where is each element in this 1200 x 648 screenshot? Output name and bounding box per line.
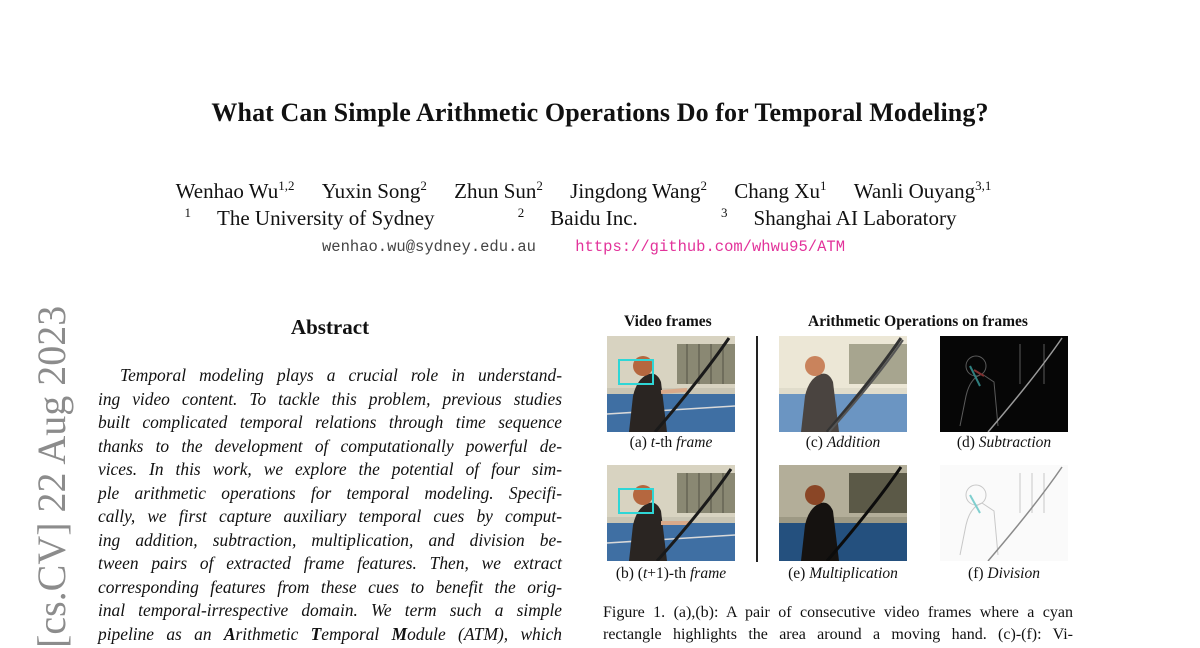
affiliation-name: Shanghai AI Laboratory [753,206,957,230]
author [854,179,992,203]
panel-label-text: +1)-th [647,565,690,582]
panel-label-text: (d) [956,434,979,451]
abstract-line: inal temporal-irrespective domain. We term such a simple [98,600,562,620]
author-list [0,178,1167,204]
panel-label-e [763,565,923,583]
author [570,179,707,203]
figure-1 [603,310,1073,648]
affiliation [518,206,664,230]
abstract-line: corresponding features from these cues to benefit the orig- [98,576,562,597]
abstract-text: rithmetic [235,623,311,644]
affiliation-name: The University of Sydney [217,206,435,230]
panel-label-italic: Subtraction [978,434,1052,451]
panel-label-a [591,434,751,452]
author-name: Chang Xu [734,179,820,203]
abstract-line: ple arithmetic operations for temporal modeling. Specifi- [98,482,562,503]
affiliation-name: Baidu Inc. [550,206,638,230]
panel-label-b [591,565,751,583]
panel-label-text: (f) [968,565,988,582]
abstract-line: Temporal modeling plays a crucial role in understand- [120,365,562,385]
abstract-line [98,623,562,647]
abstract-bold-letter: T [310,623,322,644]
panel-label-text: (a) [629,434,651,451]
author-affil: 2 [536,178,543,193]
paper-title: What Can Simple Arithmetic Operations Do for Temporal Modeling? [211,98,989,127]
panel-label-d [924,434,1084,452]
panel-label-math: t [642,565,648,582]
panel-label-text: -th [655,434,677,451]
subtraction-image [940,336,1068,432]
abstract-line: cally, we first capture auxiliary temporal cues by comput- [98,506,562,526]
abstract-heading: Abstract [290,315,370,339]
author-email: wenhao.wu@sydney.edu.au [322,238,536,256]
addition-image [779,336,907,432]
abstract-line: ing video content. To tackle this problem, previous studies [98,388,562,409]
panel-label-italic: frame [676,434,713,451]
author [322,179,427,203]
author-name: Zhun Sun [454,179,537,203]
author-affil: 1 [819,178,827,193]
panel-label-text: (e) [788,565,810,582]
affiliation-number: 2 [517,205,525,220]
author-name: Wanli Ouyang [853,179,976,203]
affiliation-number: 1 [184,205,191,220]
panel-label-italic: Addition [826,434,881,451]
panel-label-italic: Division [987,565,1040,582]
affiliation [721,206,982,230]
panel-label-f [924,565,1084,583]
abstract-line: built complicated temporal relations through time sequence [98,412,562,432]
author-affil: 2 [700,178,707,193]
abstract-text: emporal [321,623,392,644]
frame-t-plus-1-image [607,465,735,561]
abstract-line: ing addition, subtraction, multiplication, and division be- [98,529,562,550]
figure-left-header: Video frames [624,313,712,330]
figure-right-header: Arithmetic Operations on frames [808,313,1028,330]
caption-line: Figure 1. (a),(b): A pair of consecutive video frames where a cyan [603,604,1073,621]
author [454,179,543,203]
author [176,179,295,203]
author-name: Jingdong Wang [570,179,701,203]
abstract-bold-letter: A [223,623,236,644]
contact-line [0,238,1167,256]
affiliation [185,206,461,230]
figure-divider [756,336,758,562]
caption-line: rectangle highlights the area around a moving hand. (c)-(f): Vi- [603,626,1073,643]
abstract-text: odule (ATM), which [407,623,562,644]
author-name: Yuxin Song [321,179,421,203]
author-affil: 2 [420,178,427,193]
arxiv-stamp: [cs.CV] 22 Aug 2023 [29,305,74,648]
author-name: Wenhao Wu [175,179,279,203]
abstract-text: pipeline as an [98,623,224,644]
abstract-line: thanks to the development of computationally powerful de- [98,435,562,456]
frame-t-image [607,336,735,432]
division-image [940,465,1068,561]
panel-label-text: (c) [805,434,827,451]
panel-label-text: (b) ( [615,565,643,582]
abstract-bold-letter: M [391,623,408,644]
panel-label-italic: frame [690,565,727,582]
panel-label-italic: Multiplication [809,565,898,582]
panel-label-math: t [650,434,656,451]
affiliation-number: 3 [721,205,728,220]
affiliation-list [0,205,1167,231]
panel-label-c [763,434,923,452]
author [734,179,826,203]
author-affil: 1,2 [278,178,295,193]
multiplication-image [779,465,907,561]
author-affil: 3,1 [975,178,992,193]
abstract-body [98,364,562,646]
figure-caption [603,602,1073,646]
abstract-line: tween pairs of extracted frame features. Then, we extract [98,553,562,573]
abstract-line: vices. In this work, we explore the potential of four sim- [98,459,562,479]
code-link[interactable]: https://github.com/whwu95/ATM [575,238,845,256]
